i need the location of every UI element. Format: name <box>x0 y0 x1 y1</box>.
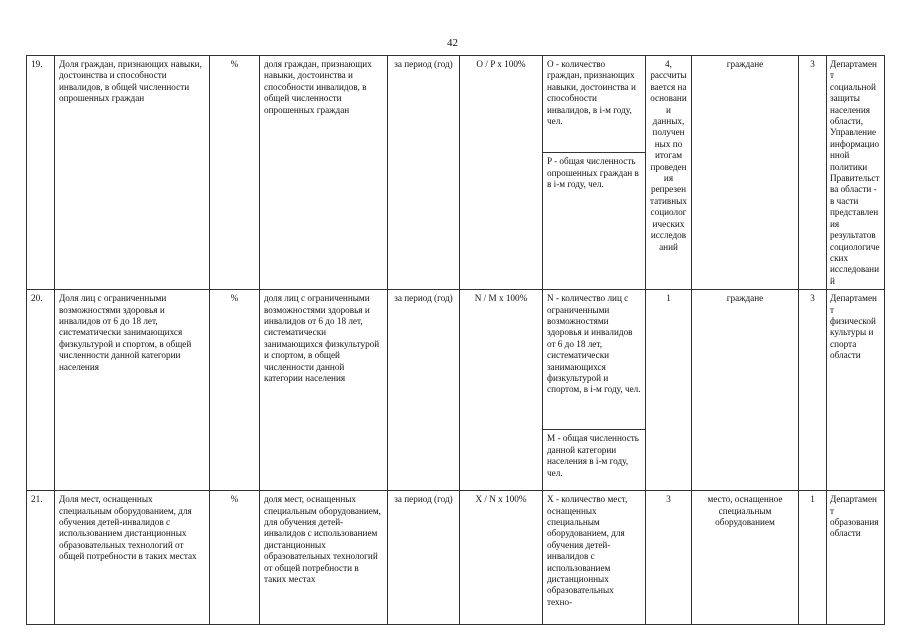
time-characteristic: за период (год) <box>388 56 460 290</box>
responsible-body: Департамент физической культуры и спорта области <box>827 290 885 491</box>
observation-unit: место, оснащенное специальным оборудованием <box>692 491 799 625</box>
unit-of-measure: % <box>210 290 260 491</box>
data-source: 1 <box>646 290 692 491</box>
observation-unit: граждане <box>692 290 799 491</box>
coverage-code: 1 <box>799 491 827 625</box>
indicator-name: Доля мест, оснащенных специальным оборудованием, для обучения детей-инвалидов с использованием дистанционных образовательных технологий от общей потребности в таких местах <box>55 491 210 625</box>
row-number: 21. <box>27 491 55 625</box>
time-characteristic: за период (год) <box>388 290 460 491</box>
responsible-body: Департамент образования области <box>827 491 885 625</box>
basic-indicator: P - общая численность опрошенных граждан в в i-м году, чел. <box>543 153 646 290</box>
basic-indicator: N - количество лиц с ограниченными возможностями здоровья и инвалидов от 6 до 18 лет, систематически занимающихся физкультурой и спортом, в i-м году, чел. <box>543 290 646 430</box>
table-row <box>27 491 885 625</box>
observation-unit: граждане <box>692 56 799 290</box>
indicator-definition: доля граждан, признающих навыки, достоинства и способности инвалидов, в общей численности опрошенных граждан <box>260 56 388 290</box>
responsible-body: Департамент социальной защиты населения области, Управление информационной политики Правительства области - в части представления результатов социологических исследований <box>827 56 885 290</box>
coverage-code: 3 <box>799 56 827 290</box>
basic-indicator: M - общая численность данной категории населения в i-м году, чел. <box>543 430 646 491</box>
calculation-formula: O / P x 100% <box>460 56 543 290</box>
basic-indicator: O - количество граждан, признающих навыки, достоинства и способности инвалидов, в i-м году, чел. <box>543 56 646 153</box>
indicators-table <box>26 55 885 625</box>
data-source: 3 <box>646 491 692 625</box>
indicator-name: Доля граждан, признающих навыки, достоинства и способности инвалидов, в общей численности опрошенных граждан <box>55 56 210 290</box>
table-row <box>27 290 885 430</box>
data-source: 4, рассчитывается на основании данных, полученных по итогам проведения репрезентативных социологических исследований <box>646 56 692 290</box>
table-row <box>27 56 885 153</box>
page-number: 42 <box>447 37 458 49</box>
unit-of-measure: % <box>210 491 260 625</box>
time-characteristic: за период (год) <box>388 491 460 625</box>
row-number: 19. <box>27 56 55 290</box>
row-number: 20. <box>27 290 55 491</box>
indicator-definition: доля мест, оснащенных специальным оборудованием, для обучения детей-инвалидов с использованием дистанционных образовательных технологий от общей потребности в таких местах <box>260 491 388 625</box>
unit-of-measure: % <box>210 56 260 290</box>
indicator-definition: доля лиц с ограниченными возможностями здоровья и инвалидов от 6 до 18 лет, систематически занимающихся физкультурой и спортом, в общей численности данной категории населения <box>260 290 388 491</box>
basic-indicator: X - количество мест, оснащенных специальным оборудованием, для обучения детей-инвалидов с использованием дистанционных образовательных техно- <box>543 491 646 625</box>
indicator-name: Доля лиц с ограниченными возможностями здоровья и инвалидов от 6 до 18 лет, систематически занимающихся физкультурой и спортом, в общей численности данной категории населения <box>55 290 210 491</box>
coverage-code: 3 <box>799 290 827 491</box>
calculation-formula: X / N x 100% <box>460 491 543 625</box>
calculation-formula: N / M x 100% <box>460 290 543 491</box>
